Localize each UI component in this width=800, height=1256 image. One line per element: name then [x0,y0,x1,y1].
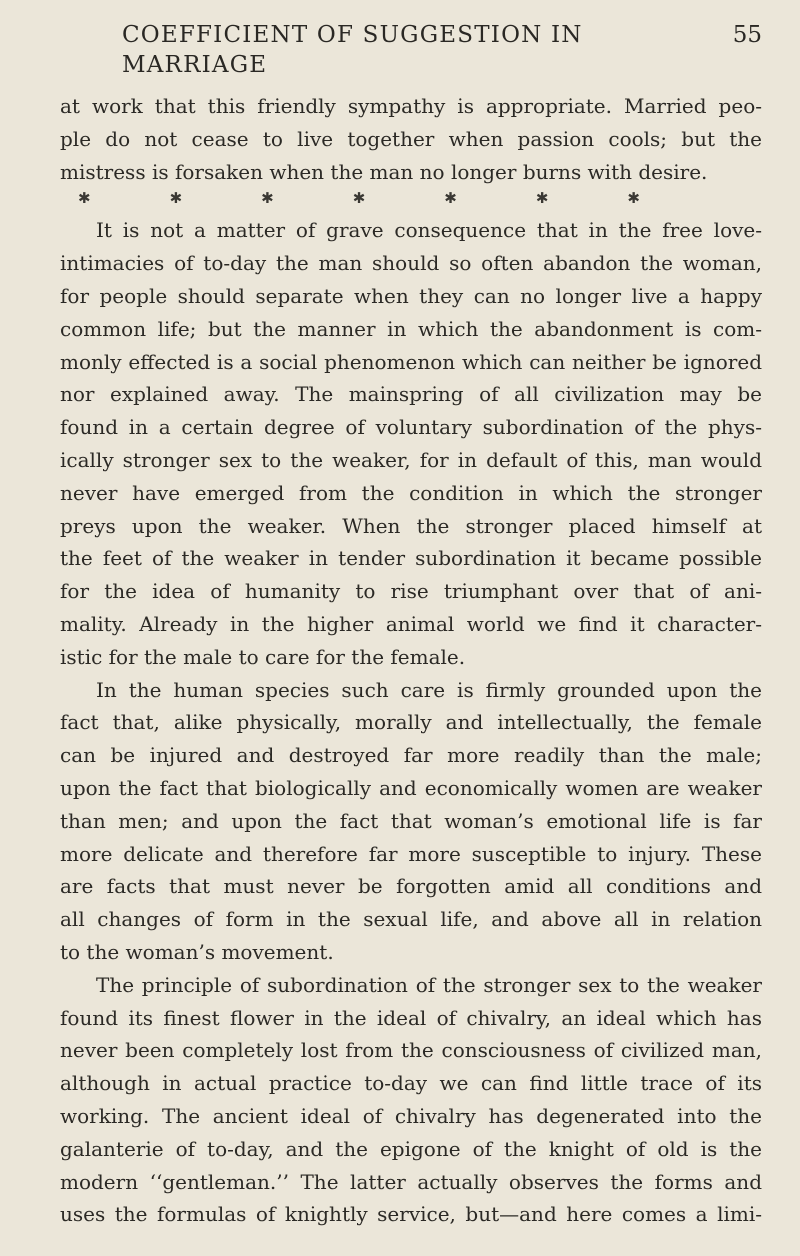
text-line: can be injured and destroyed far more readily than the male; [60,743,762,768]
text-line: It is not a matter of grave consequence that in the free love- [96,218,762,243]
text-line: for the idea of humanity to rise triumphant over that of ani- [60,579,762,604]
asterisk-icon: ✱ [352,189,366,208]
asterisk-icon: ✱ [261,189,274,208]
text-line: upon the fact that biologically and economically women are weaker [60,775,762,800]
text-line: uses the formulas of knightly service, but—and here comes a limi- [60,1202,762,1227]
text-line: mality. Already in the higher animal world we find it character- [60,611,762,636]
text-line: mistress is forsaken when the man no longer burns with desire. [60,159,708,184]
text-line: nor explained away. The mainspring of all civilization may be [60,382,762,407]
body-text [60,90,762,1231]
section-break [60,188,762,214]
text-line: at work that this friendly sympathy is appropriate. Married peo- [60,94,762,118]
text-line: modern ‘‘gentleman.’’ The latter actually observes the forms and [60,1169,762,1194]
asterisk-icon: ✱ [444,189,457,208]
text-line: The principle of subordination of the stronger sex to the weaker [96,972,762,997]
text-line: istic for the male to care for the female. [60,644,466,669]
text-line: never been completely lost from the consciousness of civilized man, [60,1038,762,1063]
asterisk-icon: ✱ [169,189,183,208]
text-line: are facts that must never be forgotten amid all conditions and [60,874,762,899]
text-line: galanterie of to-day, and the epigone of the knight of old is the [60,1136,762,1161]
text-line: than men; and upon the fact that woman’s emotional life is far [60,808,762,833]
running-head [60,20,762,80]
asterisk-icon: ✱ [535,189,549,208]
asterisk-icon: ✱ [627,189,640,208]
text-line: the feet of the weaker in tender subordination it became possible [60,546,762,571]
text-line: intimacies of to-day the man should so often abandon the woman, [60,251,762,276]
text-line: ple do not cease to live together when passion cools; but the [60,126,762,151]
text-line: although in actual practice to-day we can find little trace of its [60,1071,762,1096]
text-line: common life; but the manner in which the abandonment is com- [60,316,762,341]
page-number: 55 [732,22,762,48]
text-line: found its finest flower in the ideal of chivalry, an ideal which has [60,1005,762,1030]
text-line: all changes of form in the sexual life, and above all in relation [60,907,762,932]
text-line: for people should separate when they can no longer live a happy [60,283,762,308]
asterisk-icon: ✱ [78,189,91,208]
text-line: never have emerged from the condition in which the stronger [60,480,762,505]
text-line: found in a certain degree of voluntary subordination of the phys- [60,415,762,440]
text-line: monly effected is a social phenomenon which can neither be ignored [60,349,762,374]
chapter-title: COEFFICIENT OF SUGGESTION IN MARRIAGE [122,22,583,78]
text-line: preys upon the weaker. When the stronger placed himself at [60,513,762,538]
text-line: to the woman’s movement. [60,939,334,964]
text-line: working. The ancient ideal of chivalry has degenerated into the [60,1103,762,1128]
text-line: ically stronger sex to the weaker, for in default of this, man would [60,447,762,472]
text-line: more delicate and therefore far more susceptible to injury. These [60,841,762,866]
text-line: In the human species such care is firmly grounded upon the [96,677,762,702]
text-line: fact that, alike physically, morally and intellectually, the female [60,710,762,735]
